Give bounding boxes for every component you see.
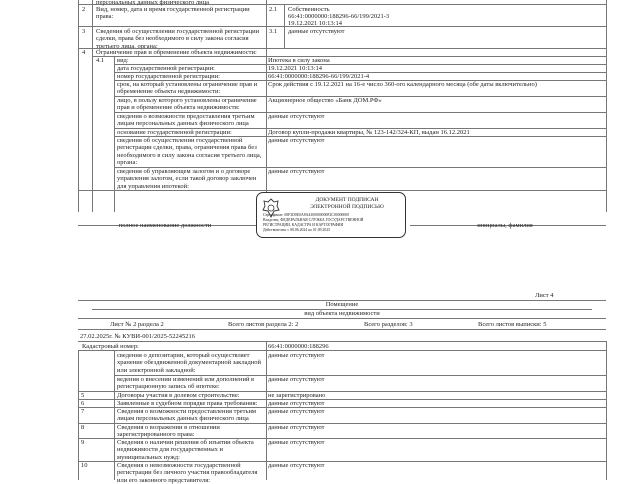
enc-value: данные отсутствуют [268, 113, 325, 120]
enc-label: срок, на который установлены ограничение прав и обременение объекта недвижимости: [117, 81, 258, 96]
row-number: 3 [82, 28, 86, 35]
p2-number: 10 [81, 462, 88, 469]
right-date: 19.12.2021 10:13:14 [288, 20, 342, 27]
stamp-validity: Действителен: с 08.06.2024 по 01.09.2025 [263, 228, 331, 232]
stamp-title: ДОКУМЕНТ ПОДПИСАН [315, 197, 379, 203]
p2-value: данные отсутствуют [268, 462, 325, 469]
p2-number: 7 [81, 408, 85, 415]
p2-number: 5 [81, 392, 85, 399]
p2-value: не зарегистрировано [268, 392, 326, 399]
enc-value: данные отсутствуют [268, 137, 325, 144]
enc-value: 19.12.2021 10:13:14 [268, 65, 322, 72]
cadastral-label: Кадастровый номер: [82, 343, 139, 350]
row-number: 4 [82, 49, 86, 56]
p2-value: данные отсутствуют [268, 408, 325, 415]
right-number: 66:41:0000000:188296-66/199/2021-3 [288, 13, 390, 20]
name-caption: инициалы, фамилия [477, 222, 533, 229]
enc-value: данные отсутствуют [268, 168, 325, 175]
enc-label: сведения об управляющем залогом и о договоре управления залогом, если такой договор заключен для управления ипотекой: [117, 168, 257, 190]
p2-value: данные отсутствуют [268, 439, 325, 446]
object-heading: Помещение [325, 301, 359, 308]
stamp-owner: Владелец: ФЕДЕРАЛЬНАЯ СЛУЖБА ГОСУДАРСТВЕННОЙ [263, 218, 364, 222]
p2-value: данные отсутствуют [268, 352, 325, 359]
enc-value: Договор купли-продажи квартиры, № 123-142/324-КП, выдан 16.12.2021 [268, 129, 470, 136]
row-label: персональных данных физического лица [96, 0, 209, 6]
stamp-certificate: Сертификат: 00F3D0E0A8A4300000000F2C00000000 [263, 213, 350, 217]
sheet-number: Лист 4 [535, 292, 554, 299]
sections-total: Всего разделов: 3 [364, 321, 413, 328]
object-heading-caption: вид объекта недвижимости [304, 310, 380, 317]
encumbrance-type-label: вид: [117, 57, 129, 64]
p2-number: 9 [81, 439, 85, 446]
row-label: Сведения об осуществлении государственной регистрации сделки, права без необходимого в силу закона согласия третьего лица, органа: [96, 28, 260, 50]
enc-value: Срок действия с 19.12.2021 на 16-е число 360-ого календарного месяца (обе даты включительно) [268, 81, 537, 88]
row-label: Вид, номер, дата и время государственной регистрации права: [96, 6, 250, 21]
p2-label: Договоры участия в долевом строительстве: [117, 392, 240, 399]
p2-label: сведения о депозитарии, который осуществляет хранение обездвиженной документарной закладной или электронной закладной: [117, 352, 261, 374]
enc-label: лицо, в пользу которого установлены ограничение прав и обременение объекта недвижимости: [117, 97, 257, 112]
electronic-signature-stamp [256, 192, 406, 238]
row-number: 2 [82, 6, 86, 13]
enc-label: сведения об осуществлении государственной регистрации сделки, права, ограничения права без необходимого в силу закона согласия третьего лица, органа: [117, 137, 262, 167]
p2-value: данные отсутствуют [268, 400, 325, 407]
row-label: Ограничение прав и обременение объекта недвижимости: [96, 49, 257, 56]
row-sub-number: 2.1 [269, 6, 278, 13]
stamp-subtitle: ЭЛЕКТРОННОЙ ПОДПИСЬЮ [310, 204, 384, 210]
p2-number: 6 [81, 400, 85, 407]
p2-label: Сведения о невозможности государственной регистрации без личного участия правообладателя или его законного представителя: [117, 462, 258, 484]
sub-number: 4.1 [96, 57, 105, 64]
p2-label: ведения о внесении изменений или дополнений в регистрационную запись об ипотеке: [117, 376, 255, 391]
right-title: данные отсутствуют [288, 28, 345, 35]
p2-value: данные отсутствуют [268, 376, 325, 383]
p2-label: Сведения о возражении в отношении зарегистрированного права: [117, 424, 220, 439]
stamp-owner-cont: РЕГИСТРАЦИИ, КАДАСТРА И КАРТОГРАФИИ [263, 223, 344, 227]
p2-value: данные отсутствуют [268, 424, 325, 431]
enc-label: дата государственной регистрации: [117, 65, 215, 72]
position-caption: полное наименование должности [118, 222, 212, 229]
p2-label: Сведения о наличии решения об изъятии объекта недвижимости для государственных и муниципальных нужд: [117, 439, 254, 461]
encumbrance-type-value: Ипотека в силу закона [268, 57, 330, 64]
sheet-no: Лист № 2 раздела 2 [110, 321, 164, 328]
row-sub-number: 3.1 [269, 28, 278, 35]
sheets-total: Всего листов выписки: 5 [478, 321, 547, 328]
p2-number: 8 [81, 424, 85, 431]
cadastral-value: 66:41:0000000:188296 [268, 343, 329, 350]
enc-label: номер государственной регистрации: [117, 73, 220, 80]
date-number: 27.02.2025г. № КУВИ-001/2025-52245216 [80, 333, 195, 340]
enc-label: сведения о возможности предоставления третьим лицам персональных данных физического лица [117, 113, 255, 128]
enc-label: основание государственной регистрации: [117, 129, 232, 136]
enc-value: 66:41:0000000:188296-66/199/2021-4 [268, 73, 370, 80]
enc-value: Акционерное общество «Банк ДОМ.РФ» [268, 97, 382, 104]
sheets-in-section: Всего листов раздела 2: 2 [228, 321, 299, 328]
p2-label: Сведения о возможности предоставления третьим лицам персональных данных физического лица [117, 408, 257, 423]
p2-label: Заявленные в судебном порядке права требования: [117, 400, 258, 407]
right-title: Собственность [288, 6, 330, 13]
